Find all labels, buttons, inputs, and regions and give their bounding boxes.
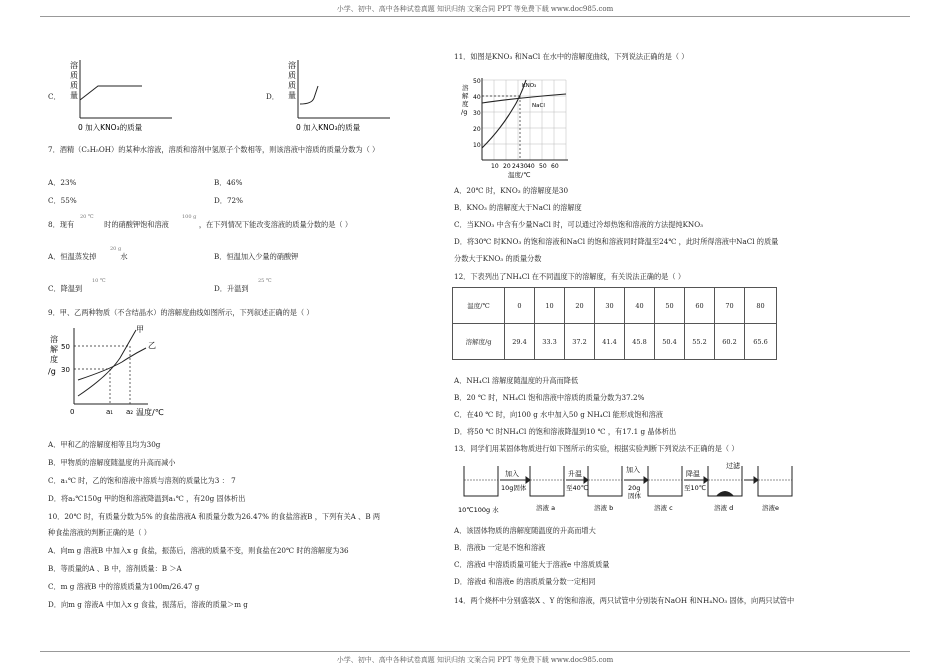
table-cell: 30 xyxy=(595,288,625,324)
q10-option-c: C．m g 溶液B 中的溶质质量为100m/26.47 g xyxy=(48,582,200,591)
q8-stem-c: ，在下列情况下能改变溶液的质量分数的是（ ） xyxy=(198,220,353,229)
q12-stem: 12．下表列出了NH₄Cl 在不同温度下的溶解度，有关说法正确的是（ ） xyxy=(454,272,686,281)
q11-ylabel-4: /g xyxy=(461,108,468,116)
q11-xtick-40: 40 xyxy=(527,163,535,170)
q13-step-add: 加入 xyxy=(505,470,519,478)
q13-option-d: D．溶液d 和溶液e 的溶质质量分数一定相同 xyxy=(454,577,596,586)
q14-stem: 14．两个烧杯中分别盛装X 、Y 的饱和溶液，两只试管中分别装有NaOH 和NH₄NO₃ 固体，向两只试管中 xyxy=(454,596,795,605)
q12-solubility-table xyxy=(452,287,777,360)
q13-option-c: C．溶液d 中溶质质量可能大于溶液e 中溶质质量 xyxy=(454,560,610,569)
q8-option-a xyxy=(48,252,128,261)
q9-y30: 30 xyxy=(61,366,70,374)
q13-step-10c: 至10℃ xyxy=(684,484,707,492)
q13-solution-e: 溶液e xyxy=(762,504,779,512)
q13-step-solid: 固体 xyxy=(628,492,641,500)
q7-option-b: B．46% xyxy=(214,178,243,187)
q11-xtick-10: 10 xyxy=(491,163,499,170)
table-cell: 10 xyxy=(535,288,565,324)
q7-stem: 7．酒精（C₂H₅OH）的某种水溶液，溶质和溶剂中氢原子个数相等，则该溶液中溶质的质量分数为（ ） xyxy=(48,145,380,154)
q9-a1: a₁ xyxy=(106,408,114,416)
q9-ylabel-4: /g xyxy=(48,367,56,376)
q11-ylabel-2: 解 xyxy=(462,92,469,100)
q11-option-a: A．20℃ 时，KNO₃ 的溶解度是30 xyxy=(454,186,569,195)
q8-option-b: B．恒温加入少量的硝酸钾 xyxy=(214,252,299,261)
table-header-cell: 温度/℃ xyxy=(453,288,505,324)
q11-ytick-50: 50 xyxy=(473,78,481,85)
q11-xtick-30: 30 xyxy=(520,163,528,170)
q7-option-d: D．72% xyxy=(214,196,243,205)
q13-step-heat: 升温 xyxy=(568,470,582,478)
q8-faint-temp: 20 ℃ xyxy=(80,214,94,220)
graph-d xyxy=(282,58,392,134)
table-cell: 50 xyxy=(655,288,685,324)
q13-step-cool: 降温 xyxy=(686,470,700,478)
q7-option-a: A．23% xyxy=(48,178,77,187)
graph-c-ylabel-2: 质 xyxy=(70,71,78,80)
q9-origin: 0 xyxy=(70,408,75,416)
graph-c-ylabel-4: 量 xyxy=(70,91,78,100)
table-cell: 20 xyxy=(565,288,595,324)
q11-nacl-label: NaCl xyxy=(532,103,545,109)
table-cell: 41.4 xyxy=(595,324,625,360)
q9-option-c: C．a₁℃ 时，乙的饱和溶液中溶质与溶剂的质量比为3 ： 7 xyxy=(48,476,236,485)
q9-curve-jia: 甲 xyxy=(136,325,144,334)
header-divider xyxy=(40,16,910,17)
q10-option-d: D．向m g 溶液A 中加入x g 食盐，振荡后，溶液的质量＞m g xyxy=(48,600,248,609)
graph-d-ylabel-2: 质 xyxy=(288,71,296,80)
table-row xyxy=(453,288,777,324)
q9-option-d: D．将a₂℃150g 甲的饱和溶液降温到a₁℃ ，有20g 固体析出 xyxy=(48,494,246,503)
q11-xtick-20: 20 xyxy=(503,163,511,170)
q9-option-b: B．甲物质的溶解度随温度的升高而减小 xyxy=(48,458,176,467)
q13-step-20g: 20g xyxy=(628,484,641,492)
q13-solution-a: 溶液 a xyxy=(536,504,556,512)
table-cell: 55.2 xyxy=(685,324,715,360)
q9-solubility-graph xyxy=(48,322,178,418)
q11-ytick-30: 30 xyxy=(473,110,481,117)
q8-stem-b: 时的硝酸钾饱和溶液 xyxy=(104,220,169,229)
footer-divider xyxy=(40,651,910,652)
q10-option-a: A．向m g 溶液B 中加入x g 食盐，振荡后，溶液的质量不变，则食盐在20℃ 时的溶解度为36 xyxy=(48,546,349,555)
q9-option-a: A．甲和乙的溶解度相等且均为30g xyxy=(48,440,161,449)
table-header-cell: 溶解度/g xyxy=(453,324,505,360)
q11-solubility-graph xyxy=(456,70,586,178)
q8-option-c-faint: 10 ℃ xyxy=(92,278,106,284)
table-cell: 0 xyxy=(505,288,535,324)
option-c-label: C． xyxy=(48,92,61,101)
graph-c xyxy=(64,58,174,134)
q13-solution-c: 溶液 c xyxy=(654,504,673,512)
q12-option-c: C．在40 ℃ 时，向100 g 水中加入50 g NH₄Cl 能形成饱和溶液 xyxy=(454,410,663,419)
table-row xyxy=(453,324,777,360)
q10-option-b: B．等质量的A 、B 中，溶剂质量：B ＞A xyxy=(48,564,182,573)
q11-option-b: B．KNO₃ 的溶解度大于NaCl 的溶解度 xyxy=(454,203,582,212)
graph-d-ylabel-3: 质 xyxy=(288,81,296,90)
q13-step-10g: 10g固体 xyxy=(501,484,527,492)
q13-step-filter: 过滤 xyxy=(726,462,740,470)
page-footer: 小学、初中、高中各种试卷真题 知识归纳 文案合同 PPT 等免费下载 www.doc985.com xyxy=(336,656,614,664)
q13-step-add2: 加入 xyxy=(626,466,640,474)
graph-d-ylabel-4: 量 xyxy=(288,91,296,100)
q8-option-c: C．降温到 xyxy=(48,284,83,293)
q8-stem xyxy=(48,220,352,229)
graph-d-ylabel-1: 溶 xyxy=(288,61,296,70)
q11-ylabel-1: 溶 xyxy=(462,84,469,92)
q11-xtick-50: 50 xyxy=(539,163,547,170)
q11-xtick-60: 60 xyxy=(551,163,559,170)
graph-d-xlabel: 0 加入KNO₃的质量 xyxy=(296,123,361,132)
table-cell: 33.3 xyxy=(535,324,565,360)
table-cell: 37.2 xyxy=(565,324,595,360)
q13-step-40c: 至40℃ xyxy=(566,484,589,492)
graph-c-xlabel: 0 加入KNO₃的质量 xyxy=(78,123,143,132)
q7-option-c: C．55% xyxy=(48,196,77,205)
q13-option-a: A．该固体物质的溶解度随温度的升高而增大 xyxy=(454,526,596,535)
q9-ylabel-3: 度 xyxy=(50,355,58,364)
q13-water: 10℃100g 水 xyxy=(458,506,499,514)
q13-experiment-diagram xyxy=(458,458,858,516)
q12-option-d: D．将50 ℃ 时NH₄Cl 的饱和溶液降温到10 ℃ ，有17.1 g 晶体析出 xyxy=(454,427,677,436)
q8-option-a-tail: 水 xyxy=(120,252,128,261)
q9-xlabel: 温度/℃ xyxy=(136,408,164,417)
table-cell: 80 xyxy=(745,288,777,324)
q11-xlabel: 温度/℃ xyxy=(508,171,531,178)
table-cell: 45.8 xyxy=(625,324,655,360)
q8-option-d: D．升温到 xyxy=(214,284,249,293)
table-cell: 60 xyxy=(685,288,715,324)
q9-y50: 50 xyxy=(61,343,70,351)
q11-ytick-10: 10 xyxy=(473,142,481,149)
q8-faint-mass: 100 g xyxy=(182,214,197,220)
q10-stem-line2: 种食盐溶液的判断正确的是（ ） xyxy=(48,528,151,537)
q8-stem-a: 8．现有 xyxy=(48,220,75,229)
q11-option-d-line2: 分数大于KNO₃ 的质量分数 xyxy=(454,254,542,263)
page-header: 小学、初中、高中各种试卷真题 知识归纳 文案合同 PPT 等免费下载 www.doc985.com xyxy=(336,5,614,13)
q11-stem: 11．如图是KNO₃ 和NaCl 在水中的溶解度曲线，下列说法正确的是（ ） xyxy=(454,52,689,61)
q11-option-d-line1: D．将30℃ 时KNO₃ 的饱和溶液和NaCl 的饱和溶液同时降温至24℃ ，此时所得溶液中NaCl 的质量 xyxy=(454,237,779,246)
q11-option-c: C．当KNO₃ 中含有少量NaCl 时，可以通过冷却热饱和溶液的方法提纯KNO₃ xyxy=(454,220,703,229)
option-d-label: D． xyxy=(266,92,279,101)
q10-stem-line1: 10．20℃ 时，有质量分数为5% 的食盐溶液A 和质量分数为26.47% 的食盐溶液B ，下列有关A 、B 两 xyxy=(48,512,381,521)
table-cell: 60.2 xyxy=(715,324,745,360)
q13-option-b: B．溶液b 一定是不饱和溶液 xyxy=(454,543,546,552)
graph-c-ylabel-1: 溶 xyxy=(70,61,78,70)
table-cell: 50.4 xyxy=(655,324,685,360)
q13-solution-d: 溶液 d xyxy=(714,504,734,512)
q13-solution-b: 溶液 b xyxy=(594,504,614,512)
q8-option-a-faint: 20 g xyxy=(110,246,122,252)
q11-xtick-24: 24 xyxy=(512,163,520,170)
q11-ylabel-3: 度 xyxy=(462,100,469,108)
graph-c-ylabel-3: 质 xyxy=(70,81,78,90)
q9-ylabel-2: 解 xyxy=(50,345,58,354)
q9-ylabel-1: 溶 xyxy=(50,335,58,344)
table-cell: 65.6 xyxy=(745,324,777,360)
q12-option-b: B．20 ℃ 时，NH₄Cl 饱和溶液中溶质的质量分数为37.2% xyxy=(454,393,645,402)
table-cell: 70 xyxy=(715,288,745,324)
q9-a2: a₂ xyxy=(126,408,134,416)
q12-option-a: A．NH₄Cl 溶解度随温度的升高而降低 xyxy=(454,376,579,385)
q9-curve-yi: 乙 xyxy=(148,341,156,350)
q11-ytick-40: 40 xyxy=(473,94,481,101)
q8-option-a-text: A．恒温蒸发掉 xyxy=(48,252,97,261)
q11-ytick-20: 20 xyxy=(473,126,481,133)
q13-stem: 13．同学们用某固体物质进行如下图所示的实验，根据实验判断下列说法不正确的是（ ） xyxy=(454,444,739,453)
q11-kno3-label: KNO₃ xyxy=(522,83,537,89)
q9-stem: 9．甲、乙两种物质（不含结晶水）的溶解度曲线如图所示，下列叙述正确的是（ ） xyxy=(48,308,314,317)
table-cell: 40 xyxy=(625,288,655,324)
table-cell: 29.4 xyxy=(505,324,535,360)
q8-option-d-faint: 25 ℃ xyxy=(258,278,272,284)
